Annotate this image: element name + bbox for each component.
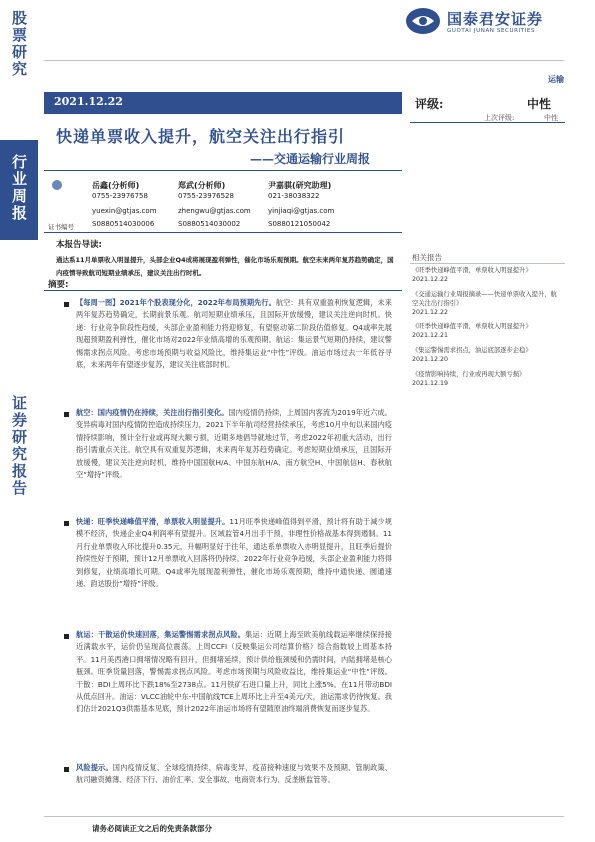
analyst-phone: 0755-23976528 bbox=[178, 192, 234, 200]
analyst-email[interactable]: yinjiaqi@gtjas.com bbox=[268, 207, 335, 215]
related-report-title: 《旺季快递峰值平滑，单票收入明显提升》 bbox=[412, 323, 532, 330]
rating-label: 评级: bbox=[415, 97, 444, 111]
paragraph-body: 国内疫情反复、全球疫情持续、病毒变异，疫苗接种速度与效果不及预期、管制政策、航司融资摊薄、经济下行、油价汇率、安全事故、电商资本行为、反垄断监管等。 bbox=[76, 763, 392, 785]
guide-text: 通达系11月单票收入明显提升，头部企业Q4成将展现盈利弹性，催化市场乐观预期。航空未来两年复苏趋势确定，国内疫情导致航司短期业绩承压，建议关注出行时机。 bbox=[56, 256, 394, 277]
paragraph-lead: 风险提示。 bbox=[76, 763, 113, 772]
related-divider bbox=[410, 263, 565, 264]
related-report-title: 《集运警惕需求拐点，油运底部逐步企稳》 bbox=[412, 347, 532, 354]
summary-paragraph-3 bbox=[76, 516, 392, 590]
paragraph-body: 11月旺季快递峰值得到平滑，预计将有助于减少规模不经济，快递企业Q4利润率有望提升。区域监管4月出手干预，非理性价格战基本得到遏制。11月行业单票收入环比提升0.35元，升幅明显好于往年，通达系单票收入亦明显提升，且旺季后提价持续性好于预期，预计12月单票收入回落将仍持续。2022年行业竞争趋缓，头部企业盈利能力将得到修复，业绩高增长可期。Q4或率先展现盈利弹性，催化市场乐观预期，维持中通快递、圆通速递、韵达股份“增持”评级。 bbox=[76, 517, 392, 589]
sidebar-securities-report bbox=[0, 385, 38, 515]
report-subtitle: ——交通运输行业周报 bbox=[250, 152, 371, 166]
analyst-card-1 bbox=[92, 180, 157, 230]
analyst-card-3 bbox=[268, 180, 334, 230]
analyst-name: 岳鑫(分析师) bbox=[92, 181, 140, 190]
disclaimer-footer: 请务必阅读正文之后的免责条款部分 bbox=[92, 824, 212, 833]
analyst-cert: S0880514030006 bbox=[92, 220, 155, 228]
summary-paragraph-2 bbox=[76, 407, 392, 481]
logo-name-cn: 国泰君安证券 bbox=[447, 10, 544, 28]
summary-paragraph-1 bbox=[76, 297, 392, 371]
sidebar-stock-research-label: 股票研究 bbox=[10, 10, 28, 78]
paragraph-lead: 快递：旺季快递峰值平滑，单票收入明显提升。 bbox=[76, 517, 230, 526]
header-divider bbox=[44, 60, 564, 61]
paragraph-body: 国内疫情仍持续，上周国内客流为2019年近六成。变异病毒对国内疫情防控造成持续压力，2021下半年航司经营持续承压，考虑10月中旬以来国内疫情持续影响，预计全行业或再现大额亏损，近期多地倡导就地过节，考虑2022年初重大活动，出行指引需重点关注。航空具有双重复苏逻辑，未来两年复苏趋势确定。考虑短期业绩承压，且国际开放缓慢，建议关注逆向时机，维持中国国航H/A、中国东航H/A、南方航空H、中国航信H、春秋航空“增持”评级。 bbox=[76, 408, 392, 480]
analyst-phone: 0755-23976758 bbox=[92, 192, 148, 200]
previous-rating-label: 上次评级: bbox=[484, 114, 515, 122]
analyst-avatar-icon bbox=[52, 180, 62, 190]
report-date: 2021.12.22 bbox=[54, 95, 123, 108]
previous-rating-value: 中性 bbox=[544, 114, 558, 122]
analyst-card-2 bbox=[178, 180, 251, 230]
related-report-title: 《疫情影响持续，行业或再现大额亏损》 bbox=[412, 371, 526, 378]
bullet-3 bbox=[64, 521, 69, 526]
sidebar-securities-report-label: 证券研究报告 bbox=[10, 395, 28, 497]
logo-name-en: GUOTAI JUNAN SECURITIES bbox=[447, 28, 536, 34]
related-report-date: 2021.12.22 bbox=[412, 309, 449, 316]
related-report-1[interactable] bbox=[412, 266, 562, 284]
paragraph-body: 集运：近期上海至欧美航线载运率继续保持接近满载水平，运价仍呈现高位震荡。上周CCFI（反映集运公司结算价格）综合指数较上周基本持平。11月美西港口拥堵情况略有回升，但拥堵延续，预计供给瓶颈缓和仍需时间，内陆拥堵是核心瓶颈。旺季货量回落，警惕需求拐点风险。考虑市场预期与风险收益比，维持集运业“中性”评级。干散：BDI上周环比下跌18%至2738点。11月铁矿石进口量上升，同比上涨5%。在11月带动BDI从低点回升。油运：VLCC油轮中东-中国航线TCE上周环比上升至4美元/天，油运需求仍待恢复。我们估计2021Q3供需基本见底，预计2022年油运市场将有望随原油终端消费恢复而逐步复苏。 bbox=[76, 630, 392, 714]
paragraph-lead: 【每周一图】2021年个股表现分化，2022年布局预期先行。 bbox=[76, 298, 276, 307]
analyst-divider bbox=[44, 232, 402, 233]
company-logo bbox=[404, 6, 442, 36]
analyst-phone: 021-38038322 bbox=[268, 192, 320, 200]
paragraph-lead: 航空：国内疫情仍在持续，关注出行指引变化。 bbox=[76, 408, 229, 417]
related-report-title: 《交通运输行业周报摘录——快递单票收入提升，航空关注出行指引》 bbox=[412, 291, 557, 307]
analyst-name: 尹嘉骐(研究助理) bbox=[268, 181, 332, 190]
summary-paragraph-4 bbox=[76, 629, 392, 716]
title-divider bbox=[44, 170, 402, 171]
related-report-2[interactable] bbox=[412, 290, 562, 317]
related-report-date: 2021.12.20 bbox=[412, 356, 449, 363]
analyst-cert: S0880514030002 bbox=[178, 220, 241, 228]
bullet-5 bbox=[64, 767, 69, 772]
bullet-2 bbox=[64, 412, 69, 417]
paragraph-body: 航空：具有双重盈利恢复逻辑，未来两年复苏趋势确定，长期前景乐观。航司短期业绩承压，且国际开放缓慢，建议关注逆向时机。快递：行业竞争阶段性趋缓，头部企业盈利能力将迎修复，有望驱动第二阶段估值修复。Q4或率先展现超预期盈利弹性，催化市场对2022年业绩高增的乐观预期。航运：集运景气短期仍持续，建议警惕需求拐点风险。考虑市场预期与收益风险比，维持集运业“中性”评级。油运市场过去一年低谷寻底，未来两年有望逐步复苏，建议关注底部时机。 bbox=[76, 298, 392, 370]
sidebar-weekly-report bbox=[0, 140, 38, 240]
industry-tag: 运输 bbox=[548, 75, 564, 84]
related-report-date: 2021.12.19 bbox=[412, 380, 449, 387]
guide-title: 本报告导读: bbox=[56, 240, 102, 250]
related-report-3[interactable] bbox=[412, 322, 562, 340]
sidebar-stock-research bbox=[0, 0, 38, 80]
cert-number-label: 证书编号 bbox=[48, 223, 74, 231]
footer-divider bbox=[44, 816, 564, 817]
analyst-cert: S0880121050042 bbox=[268, 220, 331, 228]
rating-value: 中性 bbox=[527, 97, 552, 111]
paragraph-lead: 航运：干散运价快速回落，集运警惕需求拐点风险。 bbox=[76, 630, 246, 639]
summary-paragraph-5 bbox=[76, 762, 392, 787]
analyst-email[interactable]: yuexin@gtjas.com bbox=[92, 207, 157, 215]
report-title: 快递单票收入提升，航空关注出行指引 bbox=[56, 127, 346, 146]
summary-title: 摘要: bbox=[48, 280, 69, 290]
sidebar-weekly-report-label: 行业周报 bbox=[10, 154, 28, 222]
rating-divider bbox=[410, 122, 565, 123]
bullet-4 bbox=[64, 634, 69, 639]
logo-mark-icon bbox=[404, 6, 442, 36]
related-report-4[interactable] bbox=[412, 346, 562, 364]
related-report-5[interactable] bbox=[412, 370, 562, 388]
analyst-email[interactable]: zhengwu@gtjas.com bbox=[178, 207, 251, 215]
related-report-date: 2021.12.22 bbox=[412, 276, 449, 283]
left-sidebar bbox=[0, 0, 38, 842]
summary-divider bbox=[44, 290, 402, 291]
analyst-name: 郑武(分析师) bbox=[178, 181, 226, 190]
bullet-1 bbox=[64, 302, 69, 307]
related-reports-title: 相关报告 bbox=[412, 253, 442, 262]
related-report-title: 《旺季快递峰值平滑，单票收入明显提升》 bbox=[412, 267, 532, 274]
related-report-date: 2021.12.21 bbox=[412, 332, 449, 339]
